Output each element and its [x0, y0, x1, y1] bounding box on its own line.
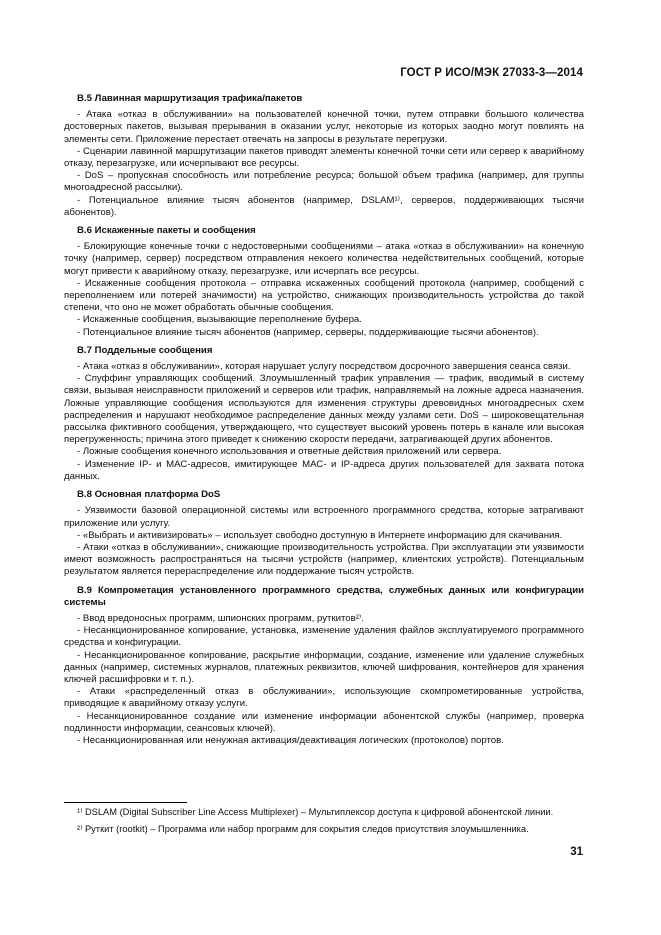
standard-header: ГОСТ Р ИСО/МЭК 27033-3—2014: [400, 67, 583, 79]
paragraph: - Блокирующие конечные точки с недостоверными сообщениями – атака «отказ в обслуживании» на конечную точку (например, сервер) посредством отправления некоего количества недействительных сообщений, которые могут привести к аварийному отказу, перезагрузке, или исчерпать все ресурсы.: [64, 241, 584, 277]
footnote-rootkit: ²⁾ Руткит (rootkit) – Программа или набор программ для сокрытия следов присутствия злоумышленника.: [77, 824, 529, 834]
section-heading: В.8 Основная платформа DoS: [77, 489, 221, 501]
paragraph: - Атака «отказ в обслуживании», которая нарушает услугу посредством досрочного завершения сеанса связи.: [77, 361, 571, 373]
paragraph: - Атаки «отказ в обслуживании», снижающие производительность устройства. При эксплуатации эти уязвимости имеют возможность распространяться на тысячи устройств (например, клиентских устройств). Потенциальным результатом является перераспределение или поддержание тысяч устройств.: [64, 541, 584, 578]
section-b7: [64, 345, 584, 483]
paragraph: - «Выбрать и активизировать» – использует свободно доступную в Интернете информацию для скачивания.: [77, 529, 563, 541]
footnote-separator: [64, 802, 187, 803]
footnotes: [64, 806, 584, 840]
paragraph: - Ввод вредоносных программ, шпионских программ, руткитов²⁾.: [77, 612, 364, 624]
section-heading: В.6 Искаженные пакеты и сообщения: [77, 225, 256, 237]
page-content: [64, 93, 584, 753]
section-b8: [64, 489, 584, 578]
paragraph: - Потенциальное влияние тысяч абонентов (например, серверы, поддерживающие тысячи абонентов).: [77, 326, 539, 338]
section-b5: [64, 93, 584, 219]
paragraph: - Изменение IP- и МАС-адресов, имитирующее МАС- и IP-адреса других пользователей для захвата потока данных.: [64, 458, 584, 482]
paragraph: - Искаженные сообщения, вызывающие переполнение буфера.: [77, 314, 362, 326]
page-number: 31: [570, 846, 583, 858]
paragraph: - Атака «отказ в обслуживании» на пользователей конечной точки, путем отправки большого количества достоверных пакетов, вызывая прерывания в оказании услуг, некоторые из которых заодно могут повлиять на элементы сети. Приложение перестает отвечать на запросы в результате перегрузки.: [64, 109, 584, 145]
paragraph: - Атаки «распределенный отказ в обслуживании», использующие скомпрометированные устройства, приводящие к аварийному отказу услуги.: [64, 686, 584, 710]
paragraph: - Ложные сообщения конечного использования и ответные действия приложений или сервера.: [77, 446, 502, 458]
paragraph: - Несанкционированное создание или изменение информации абонентской службы (например, проверка подлинности информации, сеансовых ключей).: [64, 710, 584, 734]
footnote-dslam: ¹⁾ DSLAM (Digital Subscriber Line Access Multiplexer) – Мультиплексор доступа к цифровой абонентской линии.: [77, 807, 554, 817]
paragraph: - Спуффинг управляющих сообщений. Злоумышленный трафик управления — трафик, вводимый в систему связи, вызывая неисправности приложений и серверов или трафик, направляемый на ложные адреса назначения. Ложные управляющие сообщения используются для изменения структуры древовидных многоадресных схем распределения и нарушают необходимое распределение данных между узлами сети. DoS – широковещательная рассылка фиктивного сообщения, утверждающего, что существует высокий уровень потерь в канале или высокая перегруженность; причина этого приведет к снижению скорости передачи, затрагивающей других абонентов.: [64, 373, 584, 446]
section-heading: В.7 Поддельные сообщения: [77, 344, 213, 356]
paragraph: - Уязвимости базовой операционной системы или встроенного программного средства, которые затрагивают приложение или услугу.: [64, 505, 584, 529]
paragraph: - Потенциальное влияние тысяч абонентов (например, DSLAM¹⁾, серверов, поддерживающих тысячи абонентов).: [64, 194, 584, 218]
paragraph: - Несанкционированная или ненужная активация/деактивация логических (протоколов) портов.: [77, 734, 504, 746]
section-heading: В.5 Лавинная маршрутизация трафика/пакетов: [77, 93, 303, 104]
paragraph: - Несанкционированное копирование, установка, изменение удаления файлов эксплуатируемого программного средства и конфигурации.: [64, 625, 584, 649]
section-b6: [64, 225, 584, 339]
paragraph: - Несанкционированное копирование, раскрытие информации, создание, изменение или удаление служебных данных (например, системных журналов, платежных реквизитов, ключей шифрования, контейнеров для хранения ключей расшифровки и т. п.).: [64, 649, 584, 685]
section-heading: В.9 Компрометация установленного программного средства, служебных данных или конфигурации системы: [64, 584, 584, 608]
paragraph: - Сценарии лавинной маршрутизации пакетов приводят элементы конечной точки сети или сервер к аварийному отказу, перезагрузке, или исчерпывают все ресурсы.: [64, 145, 584, 170]
paragraph: - Искаженные сообщения протокола – отправка искаженных сообщений протокола (например, сообщений с переполнением или потерей значимости) на устройство, снижающих производительность устройства до такой степени, что оно не может обработать обычные сообщения.: [64, 277, 584, 314]
section-b9: [64, 585, 584, 748]
paragraph: - DoS – пропускная способность или потребление ресурса; большой объем трафика (например, для группы многоадресной рассылки).: [64, 170, 584, 194]
